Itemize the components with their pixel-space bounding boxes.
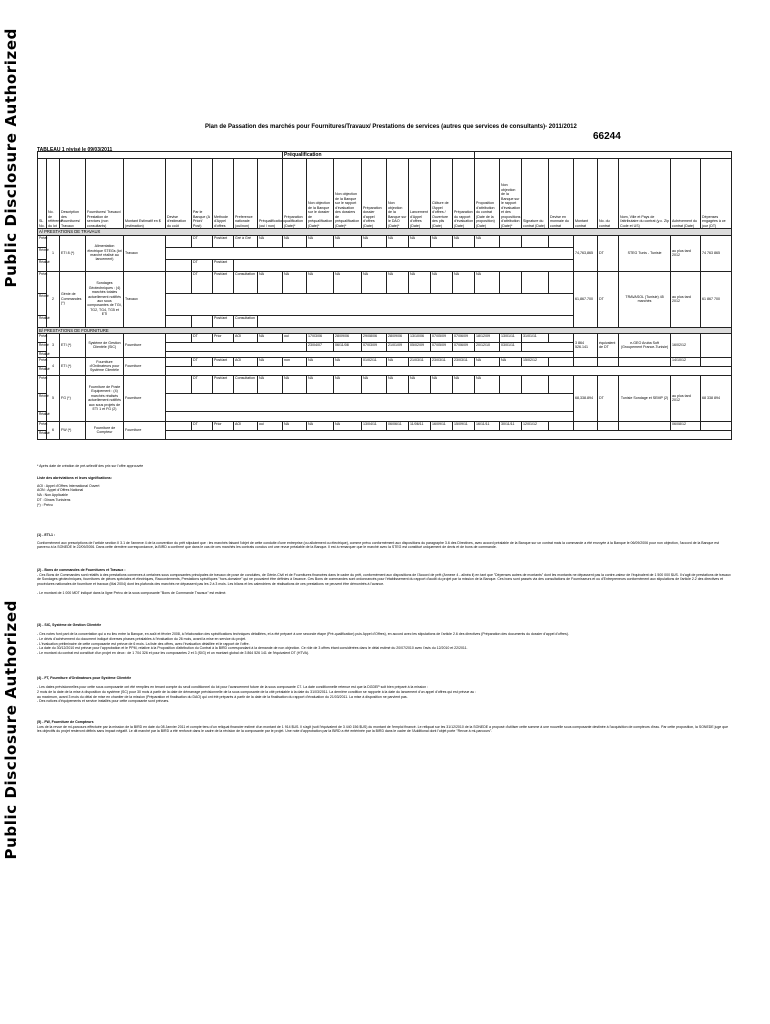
note-2-text: - Ces Bons de Commandes sont relatifs à des prestations connexes à certaines sous composantes principales de travaux de pose de conduites, de Génie-Civil et de Fournitures financées dans le cadre du prêt, conformément aux dispositions de l'Accord de prêt (Annexe 4 - alinéa ii) en tant que "Dépenses autres de montants" dont les montants ne dépassent pas la contre-valeur de l'équivalent de 1 500 000 $US. Il s'agit de prestations de travaux de Sondages géotechniques, fournitures de pièces spéciales et électriques, Raccordements, Prestations spécifiques "hors-domaine" qui ne pouvaient être définies à l'avance. Ces Bons de commandes sont ordonnancés pour l'établissement du rapport d'audit du projet par la mission de la Banque. Ces bons sont passés via des consultations de Fournisseurs et ou d'Entrepreneurs conformément aux stipulations de l'article 2.2 des directives et procédures nationales de fourniture et travaux (Mai 2004) dont les plafonds des marchés ne dépassent pas les 2 à 3 mois. Les bilans et les calendriers de réalisations de ces prestations ne peuvent être démontrés à l'avance. bbox=[37, 572, 731, 587]
note-2-title: (2) - Bons de commandes de Fournitures et Travaux : bbox=[37, 568, 126, 572]
document-title: Plan de Passation des marchés pour Fournitures/Travaux/ Prestations de services (autres que services de consultants)- 2011/2012 bbox=[205, 124, 577, 130]
note-4 bbox=[37, 671, 732, 709]
col-achevement: Achèvement du contrat (Date) bbox=[671, 159, 701, 229]
table-row: Prévu 2 Génie de Commandes (*) Sondages Géotechniques : (4) marchés totales actuellement notifiés aux sous composantes de TGt, TG2, TG4, TG5 et ETI Travaux DT Post/ant Consultation NA NA NA NA NA NA NA NA NA NA 61,867.700 DT TRAVASOL (Tunisie) 45 marchés au plus tard 2012 61 867 700 bbox=[38, 271, 732, 293]
note-1 bbox=[37, 533, 732, 550]
col-nonobj: Non objection de la Banque sur le dossier de préqualification (Date)* bbox=[307, 159, 334, 229]
table-row: Réalisé Post/ant Consultation bbox=[38, 315, 732, 327]
table-row: Révisé bbox=[38, 293, 732, 315]
note-3-text: - Ces notes font part de la concertation qui a eu lieu entre la Banque, en août et février 2008, à l'élaboration des spécifications techniques détaillées, et a été préparé à une seconde étape (Pré-qualification) puis Appel d'Offres), en accord avec les stipulations de l'article 2.6 des directives (Préparation des documents du dossier d'appel d'offres). - Le dévis d'achèvement du document indiqué diverses phases préalables à l'évaluation du 26 mois, avant la mise en service du projet. - L'évaluation préliminaire de cette composante est prévue de 6 mois. La liste des offres, avec l'évaluation détaillée et le rapport de l'offre. - La date du 30/12/2010 est prévue pour l'approbation et le PPM, relative à la Proposition d'attribution du Contrat à la BIRD correspondant à la demande de non objection. Ce rôle de 3 offres étant considérées dans le délai estimé du 20/07/2010 avec l'avis du 12/2010 et 22/2011. - Le montant du contrat est constitué d'un projet en deux : de 1 704 326 et pour les composantes 2 et 3 (SIG) et un montant global de 3 864 526 141 de l'équivalent DT (HTVA). bbox=[37, 632, 569, 656]
table-row: Prévu 1 ETI 8 (*) Alimentation électrique STEGs (lot marché réalisé au lancement) Travaux DT Post/ant Gré à Gré NA NA NA NA NA NA NA NA NA NA 74,763,865 DT STEG Tunis - Tunisie au plus tard 2012 74 763 865 bbox=[38, 235, 732, 247]
col-signature: Signature du contrat (Date) bbox=[522, 159, 549, 229]
col-pret: Par le Banque (A Priori/ Post) bbox=[192, 159, 213, 229]
col-devise: Devise d'estimation du coût bbox=[166, 159, 192, 229]
procurement-plan-table bbox=[37, 151, 732, 440]
note-5-text: Lors de la revue de mi-parcours effectuée par la mission de la BIRD en date du 08 Janvier 2011 et compte tenu d'un reliquat financier estimé d'un montant de 1 914 $US. Il s'agit (soit l'équivalent de 3 440 156 $US) du montant de l'emploi financé. Le reliquat sur les 31/12/2010 de la SONEDE a proposé d'utiliser cette somme à une nouvelle sous composante destinée à l'acquisition de compteurs d'eau. Par cette proposition, la SONEDE juge que les objectifs du projet resteront définis sans impact négatif. Le dit marché par la BIRD a été renforcé dans le cadre de la révision de la composante par le projet. Une note d'approbation par la BIRD a été entérinée par la BIRD dans le cadre de l'Additional dont l'objet porte "Revue à mi-parcours". bbox=[37, 724, 729, 734]
col-prep: Préparation dossier d'appel d'offres (Date) bbox=[362, 159, 387, 229]
table-row: Prévu 6 FW (*) Fourniture de Compteur Fourniture DT Prior AOI oui NA NA NA 13/04/11 06/06/11 11/06/11 16/09/11 15/09/11 16/11/11 30/11/11 12/01/12 06/08/12 bbox=[38, 421, 732, 430]
header-row bbox=[38, 159, 732, 229]
col-nonobj-rapport: Non objection de la Banque sur le rapport d'évaluation et des propositions d'attribution (Date)* bbox=[500, 159, 522, 229]
abbrev-item: AON : Appel d'Offres National bbox=[37, 488, 84, 493]
table-row: Prévu 3 ETI (*) Système de Gestion Clientèle (SIC) Fourniture DT Prior AOI NA oui 17/03/06 28/09/06 29/08/06 28/09/06 13/10/06 07/05/09 07/06/09 18/12/09 13/01/11 31/01/11 3 864 526.141 équivalent de DT e-GEO Aruba Soft (Groupement France-Tunisie) 16/02/12 bbox=[38, 333, 732, 342]
col-fournisseur: Nom, Ville et Pays de l'attributaire du contrat (y.c. Zip Code et US) bbox=[619, 159, 671, 229]
prequalification-header: Préqualification bbox=[283, 152, 475, 159]
table-row: Révisé bbox=[38, 393, 732, 411]
note-5 bbox=[37, 720, 732, 734]
col-date-qual: Préparation qualification (Date)* bbox=[283, 159, 307, 229]
table-row: Prévu 5 FG (*) Fourniture de Poste Equipement : (4) marchés réalisés actuellement notifiés aux sous projets de ETI 1 et FG (2) Fourniture DT Post/ant Consultation NA NA NA NA NA NA NA NA NA NA 68,338.894 DT Tunisie Sondage et SEMP (2) au plus tard 2012 68 338 894 bbox=[38, 375, 732, 393]
abbrev-item: NA : Non Applicable bbox=[37, 493, 68, 498]
table-row: Réalisé bbox=[38, 411, 732, 421]
note-1-text: Conformément aux prescriptions de l'article section II 3.1 de l'annexe 4 de la convention du prêt stipulant que : les marchés faisant l'objet de cette conduite d'une entreprise (ou allotement ou électrique), comme prévu conformément aux dispositions du paragraphe 3.6 des Directives, avec accord préalable de la Banque sur un contrat mais la commande a été envoyée à la Banque le 06/09/2006 pour non objection, l'accord de la Banque est parvenu à la SONEDE le 22/09/2006. Dans cette dernière correspondance, la BIRD a confirmé que dans le cas de ces marchés les contrats conclus ont une revue préalable de la Banque. Il est à remarquer que le marché avec la STEG est constitué uniquement de devis et de bons de commande. bbox=[37, 540, 719, 550]
note-2 bbox=[37, 568, 732, 596]
section-fourniture: B/ PRESTATIONS DE FOURNITURE bbox=[38, 327, 732, 333]
abbreviations-title: Liste des abréviations et leurs significations: bbox=[37, 476, 112, 480]
col-prop: Proposition d'attribution du contrat (Date de la proposition) (Date) bbox=[475, 159, 500, 229]
col-depenses: Dépenses engagées à ce jour (DT) bbox=[701, 159, 732, 229]
col-montant: Montant Estimatif en $ (estimation) bbox=[124, 159, 166, 229]
col-preq: Préqualification (oui / non) bbox=[258, 159, 283, 229]
col-nonobj2: Non objection de la Banque sur le rapport d'évaluation des dossiers de préqualification (Date)* bbox=[334, 159, 362, 229]
col-cloture: Clôture de l'Appel d'offres / Ouverture des plis (Date) bbox=[431, 159, 453, 229]
table-row: Prévu 4 ETI (*) Fourniture d'Ordinateurs pour Système Clientèle Fourniture DT Post/ant AOI NA non NA NA 01/02/11 NA 21/03/11 23/03/11 23/03/11 NA NA 15/02/12 14/10/12 bbox=[38, 357, 732, 366]
col-sl: SL No. bbox=[38, 159, 47, 229]
table-row: Réalisé DT Post/ant bbox=[38, 259, 732, 271]
table-row: Révisé bbox=[38, 247, 732, 259]
table-row: Réalisé bbox=[38, 351, 732, 357]
note-4-title: (4) - FT, Fourniture d'Ordinateurs pour Système Clientèle bbox=[37, 675, 132, 680]
note-1-title: (1) - ETI-1 : bbox=[37, 533, 56, 537]
col-montant-contrat: Montant contrat bbox=[574, 159, 598, 229]
abbrev-item: DT : Dinars Tunisiens bbox=[37, 497, 71, 502]
header-group-row bbox=[38, 152, 732, 159]
table-footnote: * Après date de création de pré-sélectif des prix sur l'offre approuvée bbox=[37, 464, 144, 468]
table-row: Réalisé bbox=[38, 430, 732, 439]
col-devise-contrat: Devise en monnaie du contrat bbox=[549, 159, 574, 229]
abbrev-item: (*) : Prévu bbox=[37, 502, 53, 507]
col-prep-rapport: Préparation du rapport d'évaluation (Date) bbox=[453, 159, 475, 229]
col-cat: Fournitures/ Travaux/ Prestation de services (non consultants) bbox=[86, 159, 124, 229]
col-lancement: Lancement d'Appel d'offres (Date) bbox=[409, 159, 431, 229]
col-pref: Preference nationale (oui/non) bbox=[234, 159, 258, 229]
table-row: Révisé 23/04/07 06/11/08 07/03/09 21/01/09 05/02/09 07/05/09 07/06/09 20/12/10 03/01/11 bbox=[38, 342, 732, 351]
col-ref: No. de référence du lot bbox=[47, 159, 60, 229]
document-number: 66244 bbox=[593, 131, 621, 142]
abbrev-item: AOI : Appel d'Offres International Ouvert bbox=[37, 483, 100, 488]
note-3 bbox=[37, 618, 732, 660]
note-4-text: - Les dates prévisionnelles pour cette sous composante ont été remplies en tenant compte du seuil conditionnel du lot pour l'avancement future de la sous composante C7. La date conditionnelle retenue est que la DGDEP soit bien préparé à la mission : 2 mois de la date de la mise à disposition du système (SC) pour 30 mois à partir de la date de démarrage prévisionnelle de la sous composante de la cité préalable à la date du 31/03/2011. La dernière condition se rapporte à la date du lancement d'un appel d'offres qui est prévue au : au maximum, avant 3 mois du délai de mise en chantier de la mission (Préparation et finalisation du DAO) qui ont été préparés à partir de la date de la finalisation du rapport d'évaluation du 21/03/2011. La mise à disposition ne parvient pas. - Des notices d'équipements et service installés pour cette composante sont prévues. bbox=[37, 685, 477, 704]
col-no-contrat: No. du contrat bbox=[598, 159, 619, 229]
section-travaux: A/ PRESTATIONS DE TRAVAUX bbox=[38, 229, 732, 235]
table-label: TABLEAU 1 révisé le 09/03/2011 bbox=[37, 147, 113, 153]
col-desc: Description des Fournitures/ Travaux bbox=[60, 159, 86, 229]
note-5-title: (5) - FW, Fourniture de Compteurs bbox=[37, 720, 94, 724]
abbreviations-block bbox=[37, 476, 732, 507]
col-nonobj-dao: Non objection de la Banque sur le DAO (Date)* bbox=[387, 159, 409, 229]
note-3-title: (3) - SIC, Système de Gestion Clientèle bbox=[37, 622, 102, 627]
note-2-text2: - Le montant de 1 000 MDT indiqué dans la ligne Prévu de la sous composante "Bons de Commande Travaux" est estimé. bbox=[37, 590, 227, 595]
table-row: Réalisé bbox=[38, 366, 732, 375]
disclosure-watermark-bottom: Public Disclosure Authorized bbox=[2, 600, 20, 860]
disclosure-watermark-top: Public Disclosure Authorized bbox=[2, 28, 20, 288]
col-methode: Methode d'Appel d'offres bbox=[213, 159, 234, 229]
